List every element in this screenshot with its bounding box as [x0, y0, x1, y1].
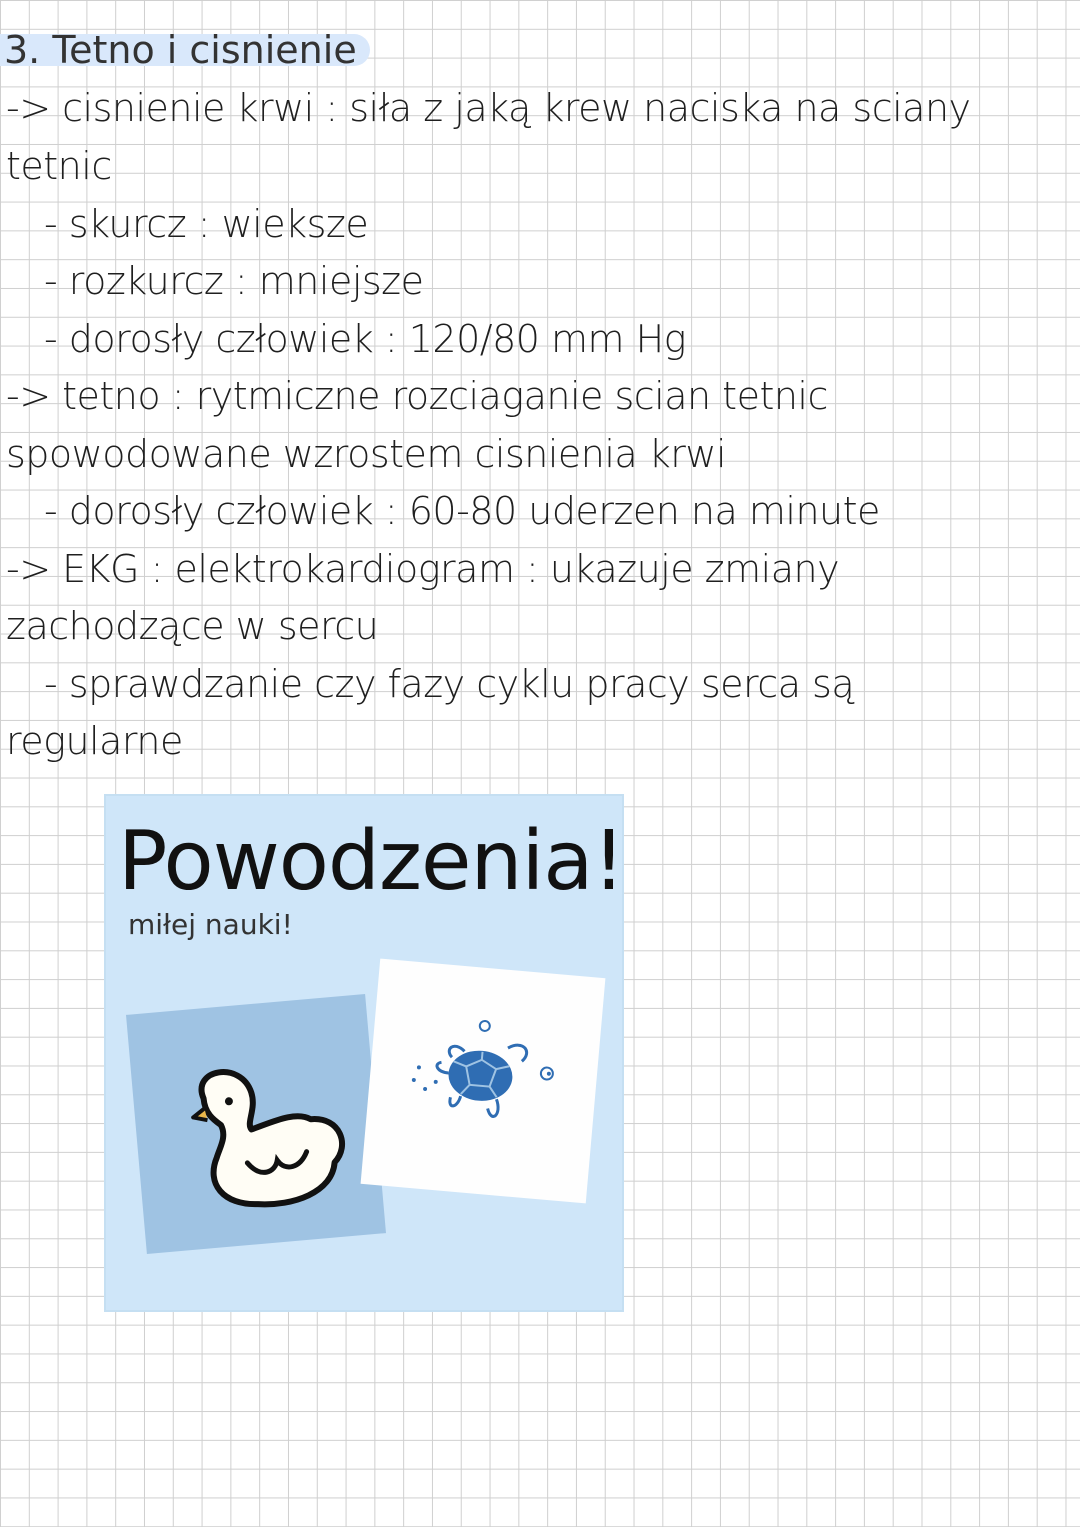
note-line: regularne: [6, 719, 183, 763]
note-line: - skurcz : wieksze: [44, 202, 369, 246]
note-line: zachodzące w sercu: [6, 604, 379, 648]
good-luck-card: [104, 794, 624, 1312]
note-line: - sprawdzanie czy fazy cyklu pracy serca są: [44, 662, 855, 706]
note-line: -> cisnienie krwi : siła z jaką krew naciska na sciany: [6, 86, 971, 130]
note-line: - rozkurcz : mniejsze: [44, 259, 424, 303]
note-line: - dorosły człowiek : 120/80 mm Hg: [44, 317, 686, 361]
card-title: Powodzenia!: [118, 814, 625, 909]
turtle-icon: [361, 959, 606, 1204]
note-line: -> tetno : rytmiczne rozciaganie scian tetnic: [6, 374, 828, 418]
note-line: spowodowane wzrostem cisnienia krwi: [6, 432, 727, 476]
note-line: tetnic: [6, 144, 112, 188]
duck-sticker: [126, 994, 386, 1254]
duck-icon: [126, 994, 386, 1254]
card-subtitle: miłej nauki!: [128, 908, 293, 941]
note-line: -> EKG : elektrokardiogram : ukazuje zmiany: [6, 547, 840, 591]
note-line: - dorosły człowiek : 60-80 uderzen na minute: [44, 489, 880, 533]
section-title-text: 3. Tetno i cisnienie: [4, 28, 357, 72]
section-title: [0, 26, 357, 74]
turtle-sticker: [361, 959, 606, 1204]
